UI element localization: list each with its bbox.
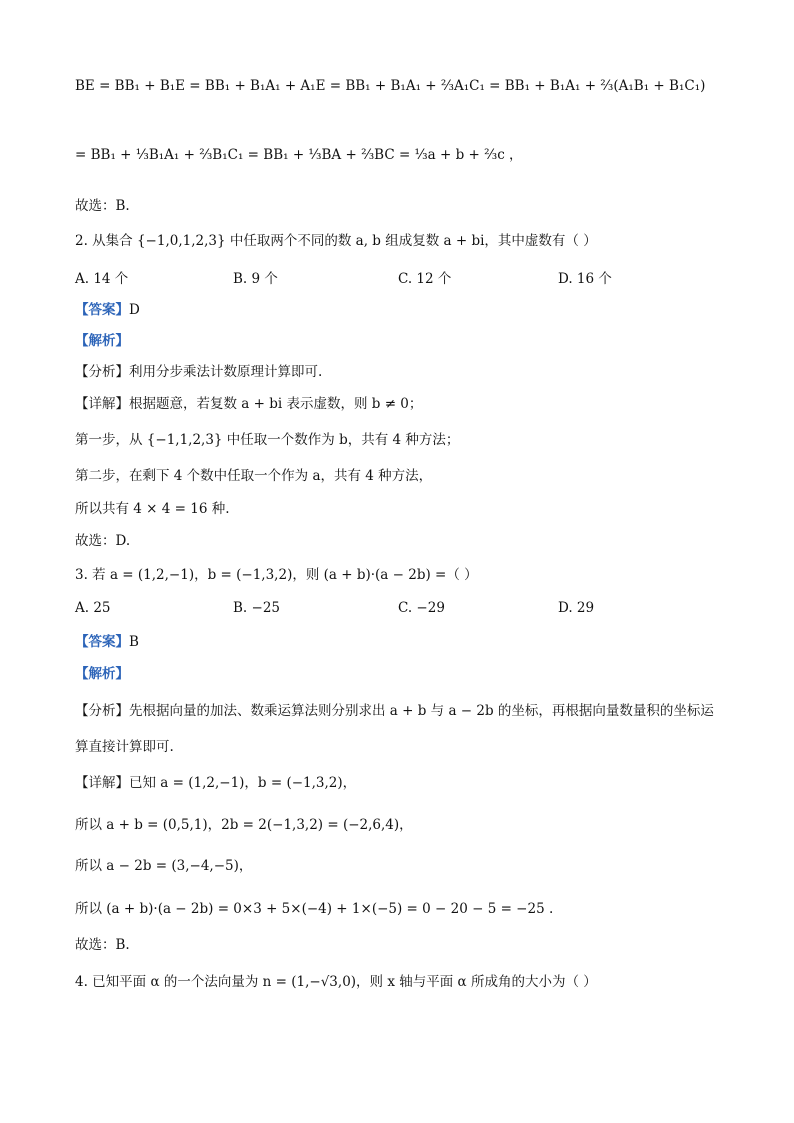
q2-detail [75,392,422,412]
q2-option-c: C. 12 个 [398,271,452,287]
q2-option-a: A. 14 个 [75,271,129,287]
q1-derivation-line1: BE = BB₁ + B₁E = BB₁ + B₁A₁ + A₁E = BB₁ + B₁A₁ + ⅔A₁C₁ = BB₁ + B₁A₁ + ⅔(A₁B₁ + B₁C₁) [75,78,706,94]
q2-option-b: B. 9 个 [233,271,278,287]
q2-stem: 2. 从集合 {−1,0,1,2,3} 中任取两个不同的数 a, b 组成复数 a + bi，其中虚数有（ ） [75,233,597,249]
q2-step1: 第一步，从 {−1,1,2,3} 中任取一个数作为 b，共有 4 种方法； [75,432,460,448]
q3-detail [75,771,356,791]
detail-text: 已知 a = (1,2,−1)，b = (−1,3,2)， [129,775,357,791]
q3-option-d: D. 29 [558,600,595,616]
q3-step1: 所以 a + b = (0,5,1)，2b = 2(−1,3,2) = (−2,6,4)， [75,817,413,833]
q2-total: 所以共有 4 × 4 = 16 种. [75,501,230,517]
detail-tag: 【详解】 [75,396,129,412]
q1-conclusion: 故选：B. [75,198,130,214]
q3-step2: 所以 a − 2b = (3,−4,−5)， [75,858,253,874]
fenxi-tag: 【分析】 [75,364,129,380]
q3-stem: 3. 若 a = (1,2,−1)，b = (−1,3,2)，则 (a + b)·(a − 2b) =（ ） [75,567,478,583]
analysis-tag: 【解析】 [75,333,129,349]
answer-tag: 【答案】 [75,302,129,318]
q1-derivation-line2: = BB₁ + ⅓B₁A₁ + ⅔B₁C₁ = BB₁ + ⅓BA + ⅔BC = ⅓a + b + ⅔c ， [75,147,523,163]
q2-step2: 第二步，在剩下 4 个数中任取一个作为 a，共有 4 种方法， [75,468,433,484]
q2-option-d: D. 16 个 [558,271,612,287]
q2-answer [75,298,140,318]
q4-stem: 4. 已知平面 α 的一个法向量为 n = (1,−√3,0)，则 x 轴与平面 α 所成角的大小为（ ） [75,974,597,990]
q3-fenxi-cont: 算直接计算即可. [75,739,174,755]
analysis-tag: 【解析】 [75,666,129,682]
q2-fenxi [75,360,322,380]
q3-analysis-tag [75,662,129,682]
detail-tag: 【详解】 [75,775,129,791]
detail-text: 根据题意，若复数 a + bi 表示虚数，则 b ≠ 0； [129,396,423,412]
q3-option-c: C. −29 [398,600,445,616]
q2-conclusion: 故选：D. [75,533,131,549]
answer-value: D [129,302,140,318]
q2-analysis-tag [75,329,129,349]
answer-value: B [129,634,139,650]
q3-conclusion: 故选：B. [75,937,130,953]
q3-fenxi [75,699,714,719]
q3-option-b: B. −25 [233,600,280,616]
fenxi-text: 利用分步乘法计数原理计算即可. [129,364,323,380]
q3-step3: 所以 (a + b)·(a − 2b) = 0×3 + 5×(−4) + 1×(−5) = 0 − 20 − 5 = −25 . [75,901,554,917]
q3-answer [75,630,139,650]
answer-tag: 【答案】 [75,634,129,650]
fenxi-text: 先根据向量的加法、数乘运算法则分别求出 a + b 与 a − 2b 的坐标，再根据向量数量积的坐标运 [129,703,714,719]
fenxi-tag: 【分析】 [75,703,129,719]
q3-option-a: A. 25 [75,600,111,616]
